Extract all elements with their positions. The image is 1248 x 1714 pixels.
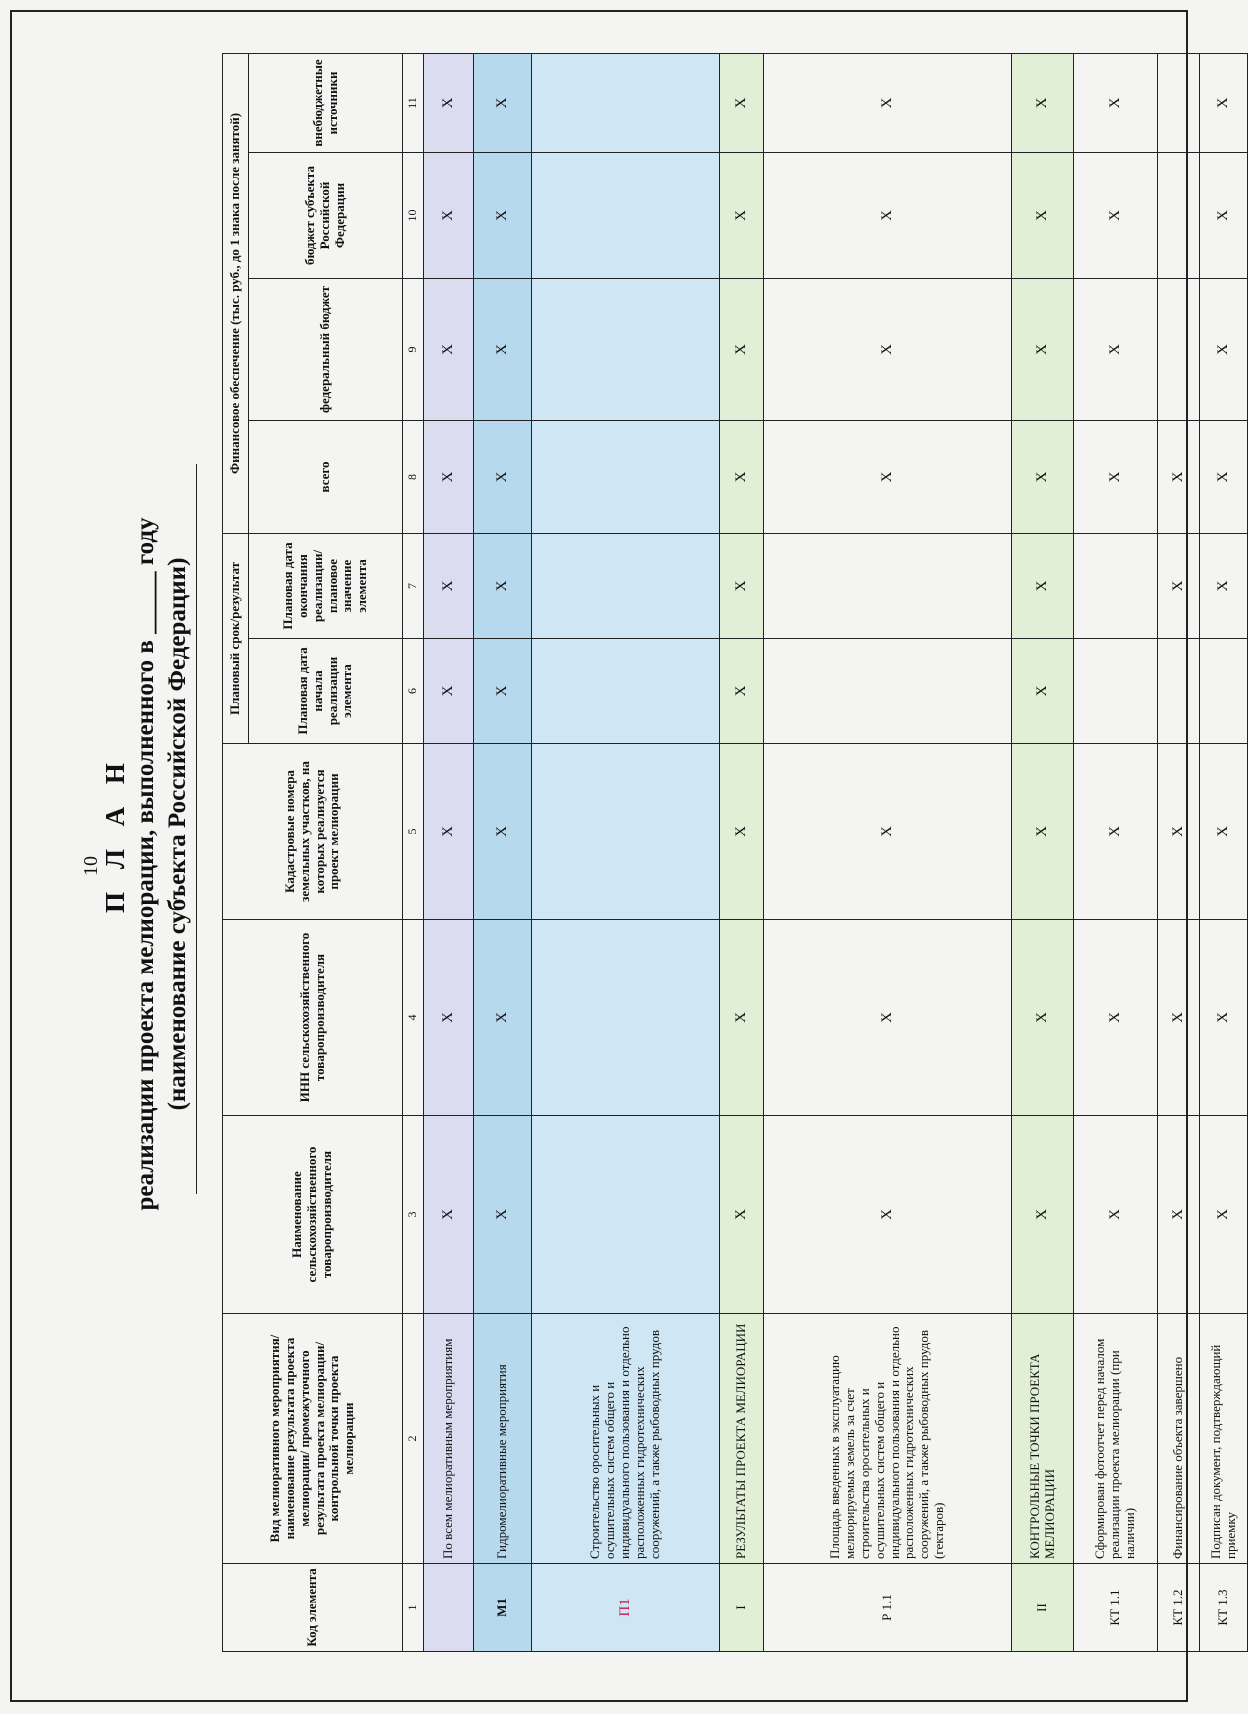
table-row <box>474 53 532 1651</box>
table-row <box>1012 53 1074 1651</box>
element-code: II <box>1012 1564 1074 1652</box>
value-cell <box>1158 152 1200 278</box>
element-name: Сформирован фотоотчет перед началом реализации проекта мелиорации (при наличии) <box>1074 1314 1158 1564</box>
value-cell <box>532 744 720 920</box>
value-cell: Х <box>1200 920 1248 1116</box>
element-name: Подписан документ, подтверждающий приемку <box>1200 1314 1248 1564</box>
column-number: 9 <box>403 278 424 420</box>
column-number: 6 <box>403 639 424 744</box>
value-cell: Х <box>720 152 764 278</box>
value-cell: Х <box>1012 533 1074 638</box>
value-cell: Х <box>474 744 532 920</box>
header-inn: ИНН сельскохозяйственного товаропроизводителя <box>223 920 403 1116</box>
value-cell: Х <box>1200 744 1248 920</box>
value-cell: Х <box>424 420 474 533</box>
value-cell: Х <box>1200 152 1248 278</box>
value-cell <box>764 639 1012 744</box>
value-cell: Х <box>764 744 1012 920</box>
element-code: Р 1.1 <box>764 1564 1012 1652</box>
element-code <box>424 1564 474 1652</box>
value-cell: Х <box>720 278 764 420</box>
column-number: 4 <box>403 920 424 1116</box>
value-cell: Х <box>720 1116 764 1314</box>
column-number-row <box>403 53 424 1651</box>
value-cell: Х <box>474 533 532 638</box>
value-cell: Х <box>1074 744 1158 920</box>
table-row <box>1158 53 1200 1651</box>
header-producer-name: Наименование сельскохозяйственного товаропроизводителя <box>223 1116 403 1314</box>
header-start-date: Плановая дата начала реализации элемента <box>249 639 403 744</box>
element-name: КОНТРОЛЬНЫЕ ТОЧКИ ПРОЕКТА МЕЛИОРАЦИИ <box>1012 1314 1074 1564</box>
element-name: Площадь введенных в эксплуатацию мелиорируемых земель за счет строительства оросительных и осушительных систем общего и индивидуального пользования и отдельно расположенных гидротехнических сооружений, а также рыбоводных прудов (гектаров) <box>764 1314 1012 1564</box>
value-cell <box>1200 639 1248 744</box>
table-row <box>1074 53 1158 1651</box>
value-cell: Х <box>1012 53 1074 152</box>
value-cell: Х <box>720 639 764 744</box>
column-number: 1 <box>403 1564 424 1652</box>
column-number: 5 <box>403 744 424 920</box>
value-cell: Х <box>424 152 474 278</box>
value-cell <box>532 533 720 638</box>
value-cell: Х <box>474 420 532 533</box>
value-cell: Х <box>1200 53 1248 152</box>
value-cell: Х <box>1158 744 1200 920</box>
header-finance-group: Финансовое обеспечение (тыс. руб., до 1 знака после занятой) <box>223 53 249 533</box>
value-cell: Х <box>1200 533 1248 638</box>
column-number: 3 <box>403 1116 424 1314</box>
value-cell <box>532 920 720 1116</box>
value-cell: Х <box>424 920 474 1116</box>
value-cell: Х <box>1012 1116 1074 1314</box>
value-cell: Х <box>1074 1116 1158 1314</box>
element-name: РЕЗУЛЬТАТЫ ПРОЕКТА МЕЛИОРАЦИИ <box>720 1314 764 1564</box>
column-number: 10 <box>403 152 424 278</box>
value-cell: Х <box>764 278 1012 420</box>
table-row <box>532 53 720 1651</box>
value-cell <box>532 152 720 278</box>
value-cell: Х <box>1074 420 1158 533</box>
value-cell: Х <box>424 533 474 638</box>
header-extra: внебюджетные источники <box>249 53 403 152</box>
value-cell: Х <box>1158 920 1200 1116</box>
value-cell: Х <box>764 420 1012 533</box>
header-total: всего <box>249 420 403 533</box>
value-cell: Х <box>1200 420 1248 533</box>
column-number: 2 <box>403 1314 424 1564</box>
element-code: П1 <box>532 1564 720 1652</box>
element-name: Строительство оросительных и осушительных систем общего и индивидуального пользования и отдельно расположенных гидротехнических сооружений, а также рыбоводных прудов <box>532 1314 720 1564</box>
value-cell: Х <box>720 53 764 152</box>
value-cell: Х <box>1200 1116 1248 1314</box>
value-cell: Х <box>1200 278 1248 420</box>
value-cell <box>1158 278 1200 420</box>
value-cell: Х <box>720 744 764 920</box>
element-code: КТ 1.2 <box>1158 1564 1200 1652</box>
value-cell: Х <box>1074 53 1158 152</box>
value-cell <box>532 278 720 420</box>
value-cell: Х <box>424 744 474 920</box>
value-cell: Х <box>720 533 764 638</box>
value-cell: Х <box>474 278 532 420</box>
value-cell: Х <box>764 1116 1012 1314</box>
element-name: Гидромелиоративные мероприятия <box>474 1314 532 1564</box>
header-regional: бюджет субъекта Российской Федерации <box>249 152 403 278</box>
value-cell: Х <box>1012 639 1074 744</box>
value-cell: Х <box>474 1116 532 1314</box>
value-cell: Х <box>1012 420 1074 533</box>
header-code: Код элемента <box>223 1564 403 1652</box>
header-federal: федеральный бюджет <box>249 278 403 420</box>
header-planned-group: Плановый срок/результат <box>223 533 249 743</box>
value-cell: Х <box>1074 278 1158 420</box>
document-subtitle: реализации проекта мелиорации, выполненного в _____ году <box>132 517 159 1211</box>
value-cell <box>1074 533 1158 638</box>
value-cell: Х <box>1012 278 1074 420</box>
value-cell: Х <box>1158 533 1200 638</box>
column-number: 8 <box>403 420 424 533</box>
value-cell: Х <box>424 639 474 744</box>
value-cell: Х <box>1074 920 1158 1116</box>
table-row <box>424 53 474 1651</box>
element-name: Финансирование объекта завершено <box>1158 1314 1200 1564</box>
header-cadastral: Кадастровые номера земельных участков, на которых реализуется проект мелиорации <box>223 744 403 920</box>
page-number: 10 <box>80 856 102 876</box>
element-name: По всем мелиоративным мероприятиям <box>424 1314 474 1564</box>
value-cell <box>1158 53 1200 152</box>
region-name: (наименование субъекта Российской Федерации) <box>164 557 191 1111</box>
value-cell: Х <box>764 920 1012 1116</box>
region-underline <box>196 464 197 1194</box>
value-cell: Х <box>1012 920 1074 1116</box>
value-cell <box>1074 639 1158 744</box>
document-title: П Л А Н <box>100 755 130 913</box>
value-cell: Х <box>474 152 532 278</box>
element-code: М1 <box>474 1564 532 1652</box>
element-code: I <box>720 1564 764 1652</box>
header-type: Вид мелиоративного мероприятия/ наименование результата проекта мелиорации/ промежуточного результата проекта мелиорации/контрольной точки проекта мелиорации <box>223 1314 403 1564</box>
value-cell: Х <box>720 420 764 533</box>
value-cell: Х <box>1012 152 1074 278</box>
table-row <box>720 53 764 1651</box>
value-cell: Х <box>474 639 532 744</box>
table-row <box>1200 53 1248 1651</box>
table-row <box>764 53 1012 1651</box>
value-cell <box>532 639 720 744</box>
value-cell <box>532 53 720 152</box>
element-code: КТ 1.3 <box>1200 1564 1248 1652</box>
value-cell <box>532 420 720 533</box>
value-cell: Х <box>720 920 764 1116</box>
value-cell <box>532 1116 720 1314</box>
value-cell: Х <box>474 920 532 1116</box>
value-cell <box>1158 639 1200 744</box>
value-cell: Х <box>424 1116 474 1314</box>
header-end-date: Плановая дата окончания реализации/ плановое значение элемента <box>249 533 403 638</box>
value-cell <box>764 533 1012 638</box>
value-cell: Х <box>1074 152 1158 278</box>
value-cell: Х <box>474 53 532 152</box>
plan-table <box>222 53 1248 1652</box>
value-cell: Х <box>1158 420 1200 533</box>
column-number: 11 <box>403 53 424 152</box>
column-number: 7 <box>403 533 424 638</box>
value-cell: Х <box>424 278 474 420</box>
value-cell: Х <box>764 53 1012 152</box>
value-cell: Х <box>1012 744 1074 920</box>
value-cell: Х <box>1158 1116 1200 1314</box>
value-cell: Х <box>424 53 474 152</box>
element-code: КТ 1.1 <box>1074 1564 1158 1652</box>
value-cell: Х <box>764 152 1012 278</box>
